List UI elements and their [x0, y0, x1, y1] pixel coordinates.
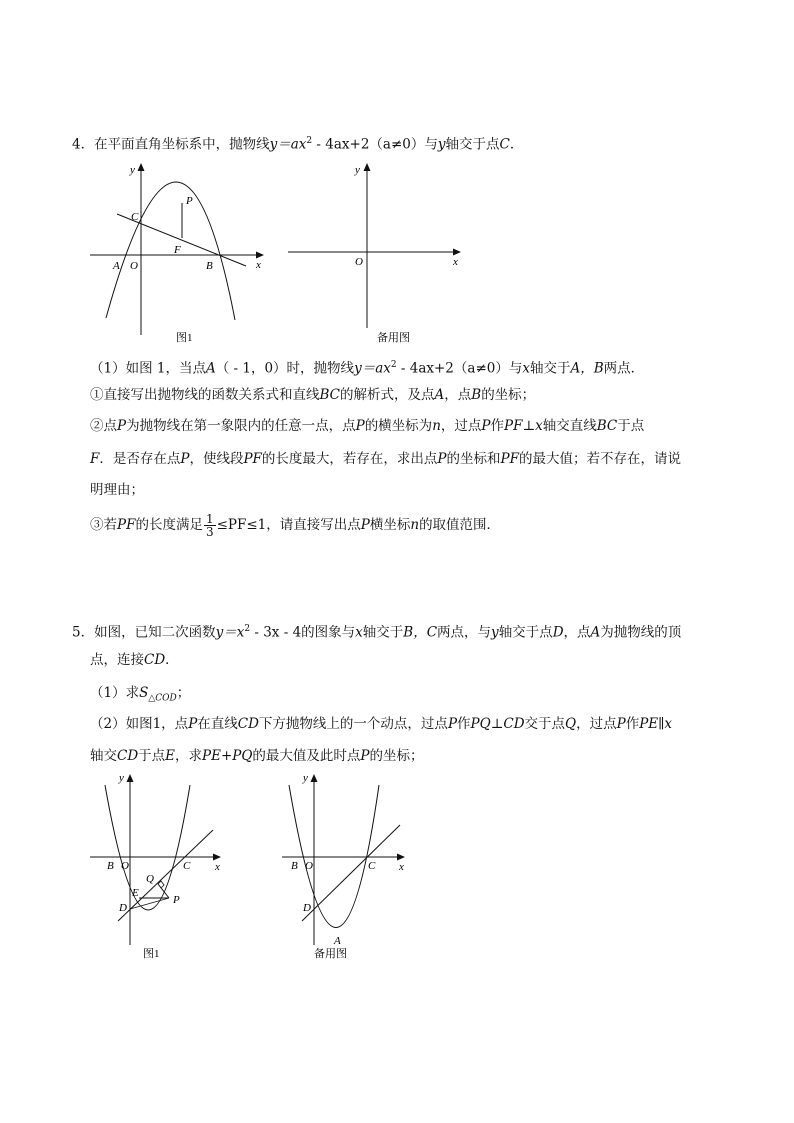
y-axis-arrow — [311, 774, 318, 782]
label-b: B — [291, 860, 298, 872]
q5-fig2-caption: 备用图 — [314, 948, 347, 960]
label-o: O — [305, 860, 313, 872]
q5-part-2-line-2: 轴交CD于点E，求PE+PQ的最大值及此时点P的坐标； — [90, 748, 424, 764]
q4-subpart-3: ③若PF的长度满足 $\frac{1}{3}$ ≤PF≤1，请直接写出点P横坐标n的取值范围． — [90, 512, 501, 539]
q5-stem-line-2: 点，连接CD． — [90, 652, 179, 668]
q5-figure-backup — [272, 770, 422, 965]
label-o: O — [355, 256, 363, 268]
y-axis-arrow — [127, 774, 134, 782]
label-a: A — [334, 935, 341, 947]
label-y: y — [303, 772, 308, 784]
q5-stem-line-1: 5．如图，已知二次函数$y=x^2 - 3x - 4$的图象与x轴交于B，C两点，与y轴交于点D，点A为抛物线的顶 — [72, 624, 682, 641]
q4-stem: 4．在平面直角坐标系中，抛物线$y=ax^2 - 4ax+2(a\ne 0)$与y轴交于点C． — [72, 136, 524, 153]
label-q: Q — [146, 873, 154, 885]
line-cd — [118, 830, 213, 921]
q4-fig1-caption: 图1 — [176, 332, 193, 344]
parabola — [105, 785, 190, 910]
label-e: E — [132, 887, 139, 899]
label-a: A — [113, 260, 120, 272]
fraction-one-third: $\frac{1}{3}$ — [205, 512, 214, 539]
q4-fig2-caption: 备用图 — [377, 332, 410, 344]
label-o: O — [130, 260, 138, 272]
label-p: P — [173, 894, 180, 906]
label-x: x — [215, 861, 220, 873]
y-axis-arrow — [364, 163, 371, 171]
label-x: x — [256, 259, 261, 271]
x-axis-arrow — [397, 854, 405, 861]
label-y: y — [130, 164, 135, 176]
label-b: B — [107, 860, 114, 872]
line-cd — [302, 825, 400, 921]
x-axis-arrow — [256, 252, 264, 259]
q4-number: 4． — [72, 136, 95, 153]
x-axis-arrow — [453, 249, 461, 256]
q5-part-2-line-1: （2）如图1，点P在直线CD下方抛物线上的一个动点，过点P作PQ⊥CD交于点Q，过点P作PE∥x — [90, 716, 673, 732]
label-x: x — [453, 256, 458, 268]
q4-subpart-1: ①直接写出抛物线的函数关系式和直线BC的解析式，及点A，点B的坐标； — [90, 387, 536, 403]
q5-figure-1 — [88, 770, 228, 965]
label-o: O — [121, 860, 129, 872]
q5-part-1: （1）求$S_{\triangle COD}$； — [90, 685, 191, 704]
q4-figure-1 — [88, 160, 268, 345]
q4-subpart-2-line-3: 明理由； — [90, 482, 144, 498]
q5-fig1-caption: 图1 — [143, 948, 160, 960]
q4-figure-backup — [285, 160, 470, 345]
label-d: D — [303, 902, 311, 914]
parabola — [106, 182, 235, 320]
segment-pq — [158, 884, 169, 898]
label-c: C — [183, 860, 191, 872]
label-b: B — [206, 260, 213, 272]
q5-number: 5． — [72, 624, 95, 641]
label-x: x — [399, 861, 404, 873]
label-p: P — [186, 195, 193, 207]
label-y: y — [355, 164, 360, 176]
x-axis-arrow — [213, 854, 221, 861]
q4-subpart-2-line-2: F．是否存在点P，使线段PF的长度最大，若存在，求出点P的坐标和PF的最大值；若不存在，请说 — [90, 451, 681, 467]
y-axis-arrow — [138, 163, 145, 171]
q4-part-1: （1）如图 1，当点A（ - 1，0）时，抛物线$y=ax^2 - 4ax+2(a\ne 0)$与x轴交于A，B两点． — [90, 360, 645, 377]
label-c: C — [368, 860, 376, 872]
label-c: C — [131, 211, 139, 223]
label-f: F — [174, 244, 181, 256]
label-y: y — [119, 772, 124, 784]
q4-subpart-2-line-1: ②点P为抛物线在第一象限内的任意一点，点P的横坐标为n，过点P作PF⊥x轴交直线BC于点 — [90, 418, 645, 434]
label-d: D — [119, 902, 127, 914]
